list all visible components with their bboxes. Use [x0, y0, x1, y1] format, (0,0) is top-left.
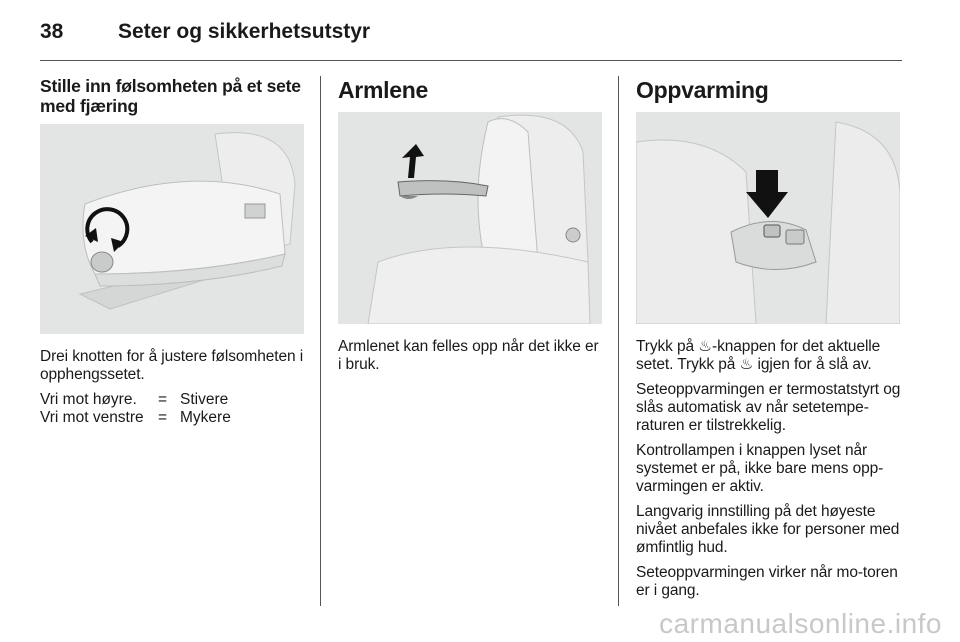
page-header	[40, 16, 902, 60]
watermark: carmanualsonline.info	[659, 608, 942, 639]
definition-row	[40, 409, 231, 427]
paragraph: Langvarig innstilling på det høyeste nivået anbefales ikke for personer med ømfintlig hud.	[636, 503, 900, 556]
paragraph: Trykk på ♨-knappen for det aktuelle setet. Trykk på ♨ igjen for å slå av.	[636, 338, 881, 373]
column-divider-1	[320, 76, 321, 606]
paragraph: Armlenet kan felles opp når det ikke er i bruk.	[338, 338, 599, 373]
section-heading: Oppvarming	[636, 77, 769, 103]
definition-equals: =	[158, 409, 168, 426]
armrest-illustration	[338, 112, 602, 324]
seat-heating-illustration	[636, 112, 900, 324]
definition-value: Stivere	[180, 391, 229, 408]
paragraph: Seteoppvarmingen er termostatstyrt og slås automatisk av når setetempe-raturen er tilstrekkelig.	[636, 381, 901, 434]
paragraph: Drei knotten for å justere følsomheten i opphengssetet.	[40, 348, 304, 383]
page-number: 38	[40, 20, 64, 43]
seat-knob-drawing	[40, 124, 304, 334]
header-divider	[40, 60, 902, 61]
seat-suspension-illustration	[40, 124, 304, 334]
definition-value: Mykere	[180, 409, 231, 426]
definition-table	[40, 391, 231, 427]
page-title: Seter og sikkerhetsutstyr	[118, 20, 371, 43]
armrest-drawing	[338, 112, 602, 324]
paragraph: Kontrollampen i knappen lyset når systemet er på, ikke bare mens opp-varmingen er aktiv.	[636, 442, 884, 495]
heating-button-drawing	[636, 112, 900, 324]
paragraph: Seteoppvarmingen virker når mo-toren er i gang.	[636, 564, 898, 599]
section-heating	[636, 76, 902, 607]
definition-term: Vri mot venstre	[40, 409, 144, 426]
section-heading: Stille inn følsomheten på et sete med fjæring	[40, 76, 301, 116]
section-heading: Armlene	[338, 77, 428, 103]
definition-row	[40, 391, 231, 409]
definition-equals: =	[158, 391, 168, 408]
definition-term: Vri mot høyre.	[40, 391, 137, 408]
section-seat-suspension	[40, 76, 308, 427]
section-armrest	[338, 76, 604, 381]
column-divider-2	[618, 76, 619, 606]
